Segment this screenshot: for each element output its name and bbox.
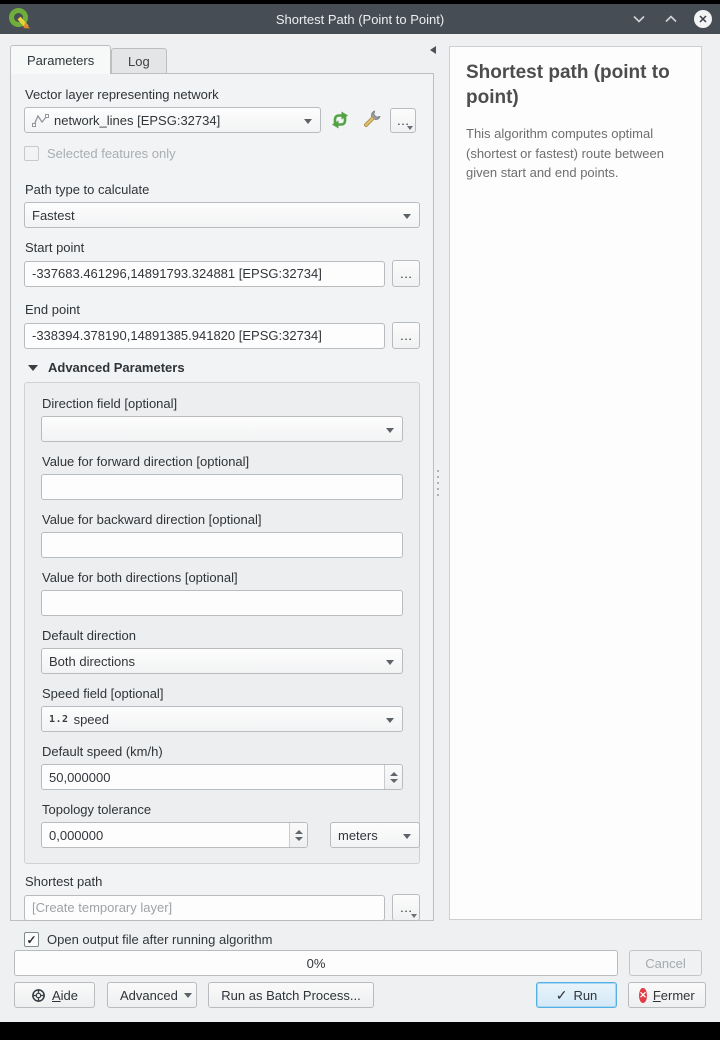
topology-tolerance-input[interactable] bbox=[41, 822, 308, 848]
tolerance-units-select[interactable]: meters bbox=[330, 822, 420, 848]
chevron-down-icon bbox=[403, 834, 411, 839]
output-label: Shortest path bbox=[25, 874, 103, 889]
close-dialog-button[interactable]: ✕ Fermer bbox=[628, 982, 706, 1008]
start-point-label: Start point bbox=[25, 240, 85, 255]
help-panel bbox=[449, 46, 702, 920]
speed-field-select[interactable]: 1.2 speed bbox=[41, 706, 403, 732]
check-icon: ✓ bbox=[555, 986, 568, 1003]
parameters-panel bbox=[10, 73, 434, 947]
speed-field-label: Speed field [optional] bbox=[42, 686, 164, 701]
path-type-label: Path type to calculate bbox=[25, 182, 150, 197]
line-layer-icon bbox=[32, 113, 49, 128]
end-point-label: End point bbox=[25, 302, 80, 317]
spin-up-icon[interactable] bbox=[390, 772, 398, 776]
advanced-menu-button[interactable]: Advanced bbox=[107, 982, 197, 1008]
open-output-label: Open output file after running algorithm bbox=[47, 932, 273, 947]
start-point-browse-button[interactable]: … bbox=[392, 260, 420, 287]
backward-value-input[interactable] bbox=[41, 532, 403, 558]
backward-value-label: Value for backward direction [optional] bbox=[42, 512, 262, 527]
decimal-field-icon: 1.2 bbox=[49, 713, 69, 725]
cancel-circle-icon: ✕ bbox=[639, 988, 647, 1003]
start-point-input[interactable] bbox=[24, 261, 385, 287]
spinner-buttons[interactable] bbox=[384, 765, 402, 789]
direction-field-select[interactable] bbox=[41, 416, 403, 442]
selected-features-checkbox bbox=[24, 146, 39, 161]
vector-layer-select[interactable] bbox=[24, 107, 321, 133]
output-path-input[interactable] bbox=[24, 895, 385, 921]
direction-field-label: Direction field [optional] bbox=[42, 396, 178, 411]
advanced-parameters-header[interactable]: Advanced Parameters bbox=[28, 360, 420, 375]
spin-down-icon[interactable] bbox=[295, 837, 303, 841]
vector-layer-label: Vector layer representing network bbox=[25, 87, 219, 102]
vector-layer-value: network_lines [EPSG:32734] bbox=[54, 112, 221, 128]
panel-collapse-icon[interactable] bbox=[430, 46, 436, 54]
spin-up-icon[interactable] bbox=[295, 830, 303, 834]
splitter-handle[interactable] bbox=[437, 470, 439, 472]
chevron-down-icon bbox=[386, 428, 394, 433]
chevron-down-icon bbox=[403, 214, 411, 219]
path-type-select[interactable]: Fastest bbox=[24, 202, 420, 228]
chevron-down-icon bbox=[386, 660, 394, 665]
maximize-icon[interactable] bbox=[662, 10, 680, 28]
end-point-browse-button[interactable]: … bbox=[392, 322, 420, 349]
progress-bar bbox=[14, 950, 618, 976]
topology-tolerance-label: Topology tolerance bbox=[42, 802, 152, 817]
help-title: Shortest path (point to point) bbox=[466, 62, 670, 108]
wrench-icon bbox=[360, 109, 382, 131]
default-speed-spinbox[interactable] bbox=[41, 764, 403, 790]
dialog-window bbox=[0, 4, 720, 1022]
default-speed-input[interactable] bbox=[41, 764, 403, 790]
run-button[interactable]: ✓ Run bbox=[536, 982, 617, 1008]
forward-value-input[interactable] bbox=[41, 474, 403, 500]
advanced-parameters-group bbox=[24, 382, 420, 864]
default-direction-label: Default direction bbox=[42, 628, 136, 643]
help-description: This algorithm computes optimal (shortest or fastest) route between given start and end points. bbox=[466, 126, 664, 181]
collapse-triangle-icon bbox=[28, 365, 38, 371]
cancel-button: Cancel bbox=[629, 950, 702, 976]
open-output-row bbox=[24, 932, 420, 947]
topology-tolerance-spinbox[interactable] bbox=[41, 822, 308, 848]
forward-value-label: Value for forward direction [optional] bbox=[42, 454, 250, 469]
selected-features-label: Selected features only bbox=[47, 146, 176, 161]
titlebar bbox=[0, 4, 720, 34]
default-direction-select[interactable]: Both directions bbox=[41, 648, 403, 674]
lifebuoy-icon bbox=[31, 988, 46, 1003]
spin-down-icon[interactable] bbox=[390, 779, 398, 783]
chevron-down-icon bbox=[304, 119, 312, 124]
window-title: Shortest Path (Point to Point) bbox=[275, 11, 445, 27]
progress-label: 0% bbox=[306, 955, 326, 971]
vector-layer-browse-button[interactable]: … bbox=[390, 108, 416, 133]
chevron-down-icon bbox=[184, 993, 192, 998]
both-value-label: Value for both directions [optional] bbox=[42, 570, 238, 585]
output-browse-button[interactable]: … bbox=[392, 894, 420, 921]
settings-button[interactable] bbox=[359, 108, 383, 132]
batch-process-button[interactable]: Run as Batch Process... bbox=[208, 982, 374, 1008]
open-output-checkbox[interactable]: ✓ bbox=[24, 932, 39, 947]
selected-features-row bbox=[24, 146, 420, 161]
default-speed-label: Default speed (km/h) bbox=[42, 744, 163, 759]
tab-log[interactable]: Log bbox=[111, 48, 167, 74]
tab-parameters[interactable]: Parameters bbox=[10, 45, 111, 74]
help-button[interactable]: Aide bbox=[14, 982, 95, 1008]
chevron-down-icon bbox=[411, 914, 417, 918]
spinner-buttons[interactable] bbox=[289, 823, 307, 847]
chevron-down-icon bbox=[407, 126, 413, 130]
close-icon[interactable]: ✕ bbox=[694, 10, 712, 28]
chevron-down-icon bbox=[386, 718, 394, 723]
iterate-icon bbox=[329, 109, 351, 131]
iterate-button[interactable] bbox=[328, 108, 352, 132]
both-value-input[interactable] bbox=[41, 590, 403, 616]
end-point-input[interactable] bbox=[24, 323, 385, 349]
minimize-icon[interactable] bbox=[630, 10, 648, 28]
